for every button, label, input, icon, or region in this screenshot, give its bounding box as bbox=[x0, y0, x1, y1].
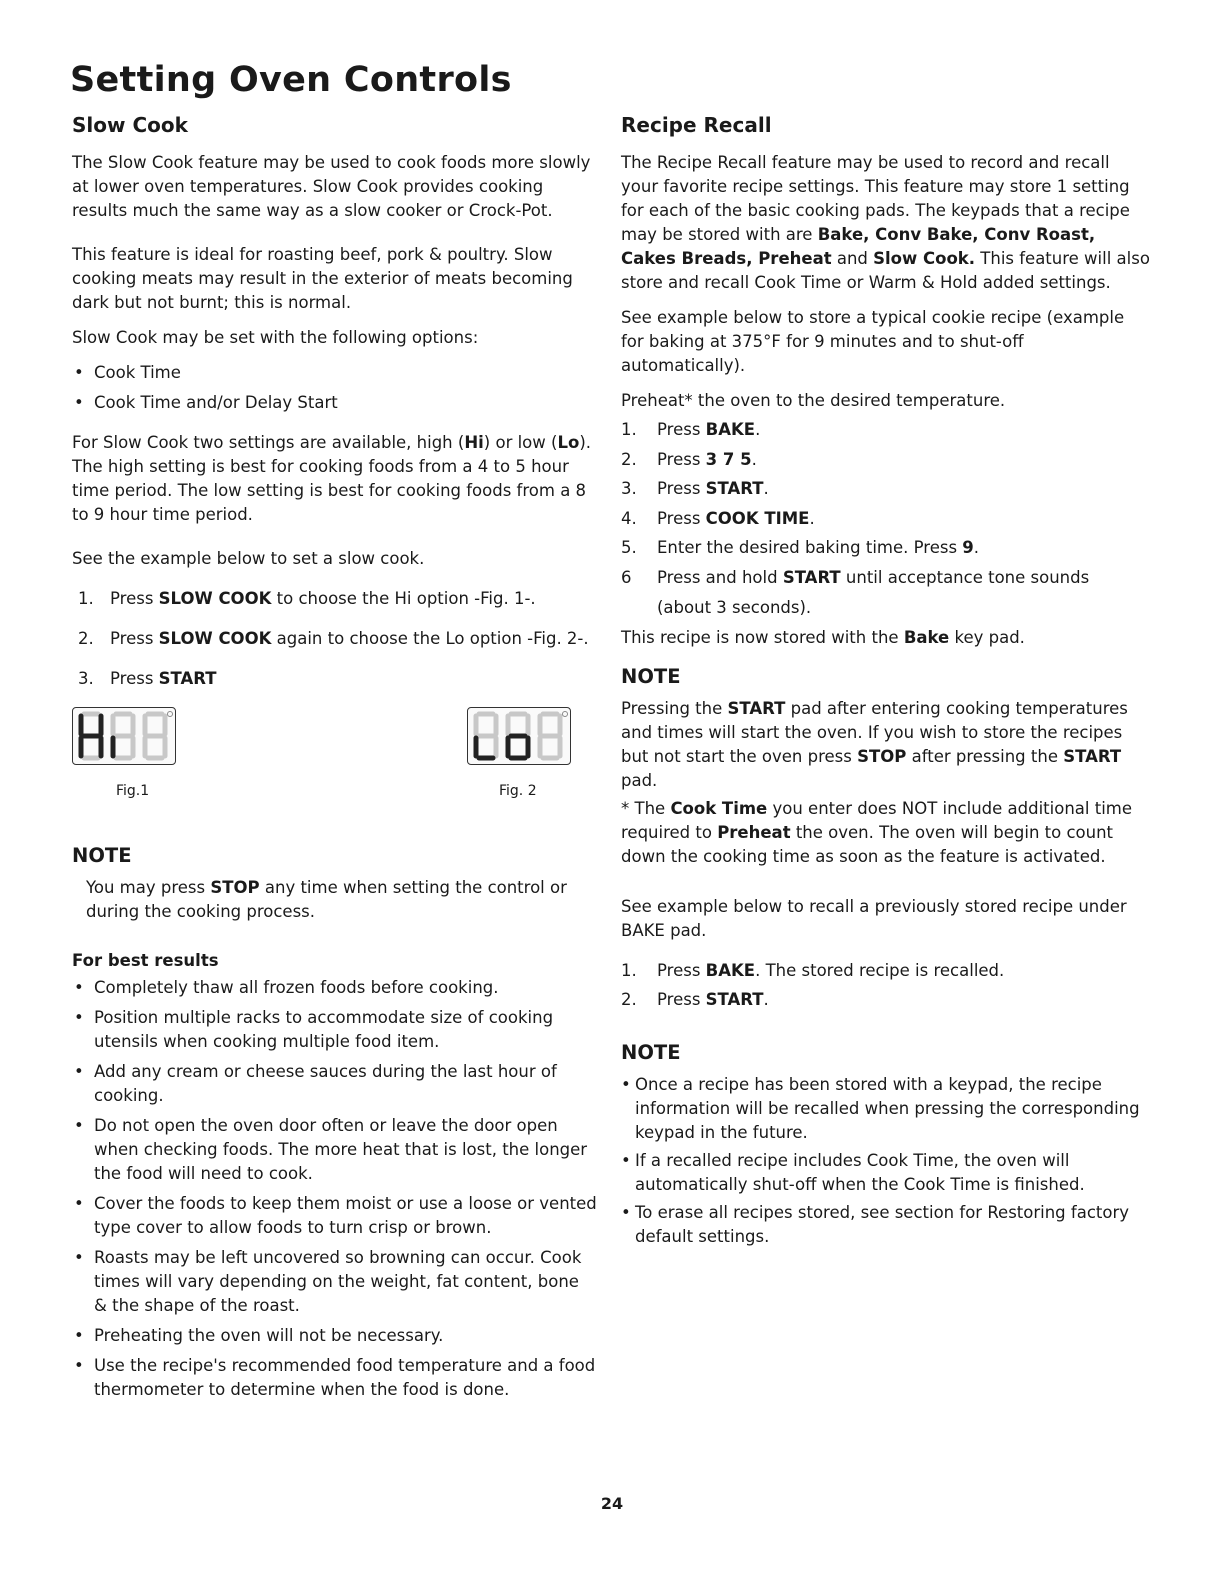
seven-segment-hi-icon bbox=[73, 708, 175, 764]
list-item: 2. Press START. bbox=[621, 990, 769, 1009]
preheat-text: Preheat* the oven to the desired temperature. bbox=[621, 391, 1006, 410]
recipe-note-cook-time-text: * The Cook Time you enter does NOT include additional time required to Preheat the oven. The oven will begin to count down the cooking time as soon as the feature is activated. bbox=[621, 798, 1133, 866]
recall-example-intro: See example below to recall a previously stored recipe under BAKE pad. bbox=[621, 896, 1127, 940]
figure-2 bbox=[467, 707, 571, 803]
list-item: • Once a recipe has been stored with a keypad, the recipe information will be recalled when pressing the corresponding keypad in the future. bbox=[621, 1073, 1151, 1145]
slow-cook-options-list bbox=[72, 361, 597, 415]
list-item: 3. Press START bbox=[78, 669, 217, 688]
list-item: 1. Press SLOW COOK to choose the Hi option -Fig. 1-. bbox=[78, 589, 536, 608]
fig2-caption: Fig. 2 bbox=[499, 783, 537, 799]
recipe-recall-column bbox=[621, 108, 1151, 1253]
slow-cook-ideal-text: This feature is ideal for roasting beef, pork & poultry. Slow cooking meats may result in the exterior of meats becoming dark but not burnt; this is normal. bbox=[72, 245, 573, 312]
recall-note-heading: NOTE bbox=[621, 1041, 681, 1064]
slow-cook-note-heading: NOTE bbox=[72, 844, 132, 867]
slow-cook-heading: Slow Cook bbox=[72, 113, 188, 137]
list-item: 2. Press 3 7 5. bbox=[621, 449, 757, 469]
slow-cook-settings-text: For Slow Cook two settings are available, high (Hi) or low (Lo). The high setting is best for cooking foods from a 4 to 5 hour time period. The low setting is best for cooking foods from a 8 to 9 hour time period. bbox=[72, 433, 592, 524]
recall-recipe-steps bbox=[621, 959, 1151, 1013]
best-results-heading: For best results bbox=[72, 951, 219, 970]
store-recipe-steps bbox=[621, 418, 1151, 590]
list-item: • Cover the foods to keep them moist or use a loose or vented type cover to allow foods to turn crisp or brown. bbox=[72, 1192, 597, 1240]
list-item: • Do not open the oven door often or leave the door open when checking foods. The more heat that is lost, the longer the food will need to cook. bbox=[72, 1114, 597, 1186]
slow-cook-intro: The Slow Cook feature may be used to cook foods more slowly at lower oven temperatures. Slow Cook provides cooking results much the same way as a slow cooker or Crock-Pot. bbox=[72, 153, 591, 220]
slow-cook-note-text: You may press STOP any time when setting the control or during the cooking process. bbox=[86, 878, 567, 921]
list-item: • If a recalled recipe includes Cook Time, the oven will automatically shut-off when the Cook Time is finished. bbox=[621, 1149, 1151, 1197]
recipe-note-start-text: Pressing the START pad after entering cooking temperatures and times will start the oven. If you wish to store the recipes but not start the oven press STOP after pressing the START pad. bbox=[621, 698, 1128, 790]
figure-1 bbox=[72, 707, 176, 803]
list-item: • Completely thaw all frozen foods before cooking. bbox=[72, 976, 597, 1000]
recall-note-list bbox=[621, 1073, 1151, 1249]
slow-cook-column bbox=[72, 108, 597, 1414]
fig2-display-lo bbox=[467, 707, 571, 765]
list-item: • Position multiple racks to accommodate size of cooking utensils when cooking multiple food item. bbox=[72, 1006, 597, 1054]
list-item: • Roasts may be left uncovered so browning can occur. Cook times will vary depending on the weight, fat content, bone & the shape of the roast. bbox=[72, 1246, 597, 1318]
fig1-display-hi bbox=[72, 707, 176, 765]
recipe-recall-heading: Recipe Recall bbox=[621, 113, 772, 137]
list-item: 3. Press START. bbox=[621, 479, 769, 498]
list-item: • Preheating the oven will not be necessary. bbox=[72, 1324, 597, 1348]
slow-cook-example-intro: See the example below to set a slow cook. bbox=[72, 549, 425, 568]
list-item: 6 Press and hold START until acceptance tone sounds bbox=[621, 567, 1090, 587]
step6-continuation: (about 3 seconds). bbox=[657, 597, 812, 617]
seven-segment-lo-icon bbox=[468, 708, 570, 764]
cookie-example-intro: See example below to store a typical cookie recipe (example for baking at 375°F for 9 minutes and to shut-off automatically). bbox=[621, 308, 1125, 375]
list-item: 1. Press BAKE. The stored recipe is recalled. bbox=[621, 960, 1005, 980]
page-title: Setting Oven Controls bbox=[70, 60, 512, 100]
list-item: • To erase all recipes stored, see section for Restoring factory default settings. bbox=[621, 1201, 1151, 1249]
recipe-recall-intro: The Recipe Recall feature may be used to record and recall your favorite recipe settings. This feature may store 1 setting for each of the basic cooking pads. The keypads that a recipe may be stored with are Bake, Conv Bake, Conv Roast, Cakes Breads, Preheat and Slow Cook. This feature will also store and recall Cook Time or Warm & Hold added settings. bbox=[621, 153, 1150, 292]
fig1-caption: Fig.1 bbox=[116, 783, 150, 799]
stored-confirmation: This recipe is now stored with the Bake key pad. bbox=[621, 627, 1025, 647]
page-number: 24 bbox=[600, 1494, 624, 1513]
list-item: 5. Enter the desired baking time. Press 9. bbox=[621, 538, 980, 557]
list-item: 2. Press SLOW COOK again to choose the Lo option -Fig. 2-. bbox=[78, 629, 589, 648]
recipe-note-heading: NOTE bbox=[621, 664, 681, 688]
list-item: • Use the recipe's recommended food temperature and a food thermometer to determine when the food is done. bbox=[72, 1354, 597, 1402]
list-item: 4. Press COOK TIME. bbox=[621, 508, 815, 528]
display-figures bbox=[72, 707, 597, 829]
list-item: • Cook Time and/or Delay Start bbox=[72, 391, 597, 415]
list-item: 1. Press BAKE. bbox=[621, 420, 761, 439]
list-item: • Cook Time bbox=[72, 361, 597, 385]
best-results-list bbox=[72, 976, 597, 1402]
slow-cook-options-intro: Slow Cook may be set with the following options: bbox=[72, 328, 479, 347]
slow-cook-steps bbox=[72, 587, 597, 691]
list-item: • Add any cream or cheese sauces during the last hour of cooking. bbox=[72, 1060, 597, 1108]
